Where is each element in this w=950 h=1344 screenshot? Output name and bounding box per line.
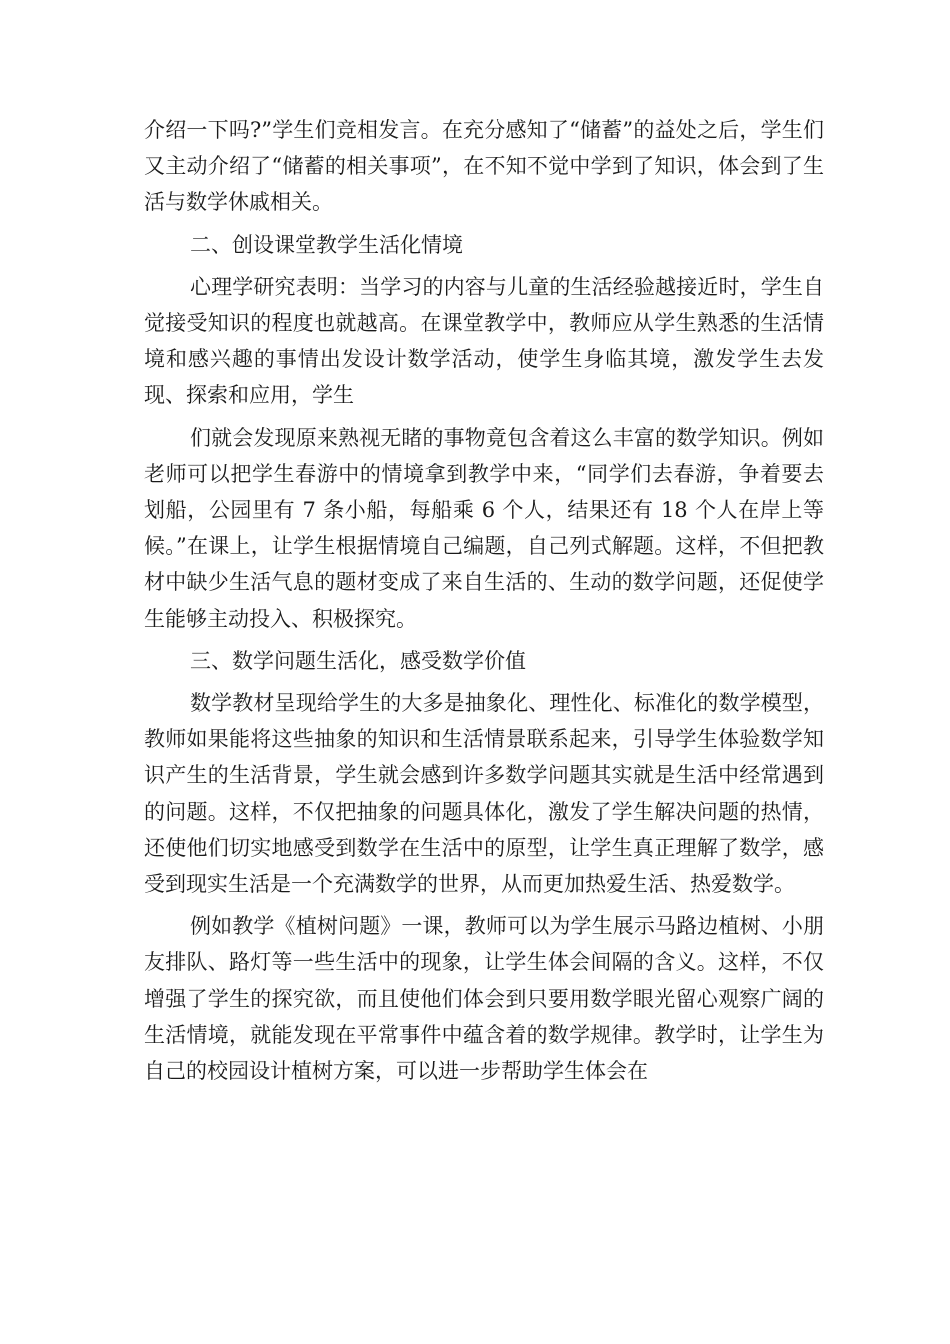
paragraph-savings-conclusion: 介绍一下吗?”学生们竞相发言。在充分感知了“储蓄”的益处之后，学生们又主动介绍了“储蓄的相关事项”，在不知不觉中学到了知识，体会到了生活与数学休戚相关。 xyxy=(144,118,824,215)
section-heading-3: 三、数学问题生活化，感受数学价值 xyxy=(190,648,526,673)
paragraph-math-models: 数学教材呈现给学生的大多是抽象化、理性化、标准化的数学模型，教师如果能将这些抽象的知识和生活情景联系起来，引导学生体验数学知识产生的生活背景，学生就会感到许多数学问题其实就是生活中经常遇到的问题。这样，不仅把抽象的问题具体化，激发了学生解决问题的热情，还使他们切实地感受到数学在生活中的原型，让学生真正理解了数学，感受到现实生活是一个充满数学的世界，从而更加热爱生活、热爱数学。 xyxy=(144,691,824,897)
paragraph-tree-planting-example: 例如教学《植树问题》一课，教师可以为学生展示马路边植树、小朋友排队、路灯等一些生活中的现象，让学生体会间隔的含义。这样，不仅增强了学生的探究欲，而且使他们体会到只要用数学眼光留心观察广阔的生活情境，就能发现在平常事件中蕴含着的数学规律。教学时，让学生为自己的校园设计植树方案，可以进一步帮助学生体会在 xyxy=(144,914,824,1084)
paragraph-spring-outing-example: 们就会发现原来熟视无睹的事物竟包含着这么丰富的数学知识。例如老师可以把学生春游中的情境拿到教学中来，“同学们去春游，争着要去划船，公园里有 7 条小船，每船乘 6 个人，结果还有 18 个人在岸上等候。”在课上，让学生根据情境自己编题，自己列式解题。这样，不但把教材中缺少生活气息的题材变成了来自生活的、生动的数学问题，还促使学生能够主动投入、积极探究。 xyxy=(144,425,824,631)
document-page xyxy=(144,112,824,1089)
paragraph-psychology-research: 心理学研究表明：当学习的内容与儿童的生活经验越接近时，学生自觉接受知识的程度也就越高。在课堂教学中，教师应从学生熟悉的生活情境和感兴趣的事情出发设计数学活动，使学生身临其境，激发学生去发现、探索和应用，学生 xyxy=(144,274,824,408)
section-heading-2: 二、创设课堂教学生活化情境 xyxy=(190,232,463,257)
